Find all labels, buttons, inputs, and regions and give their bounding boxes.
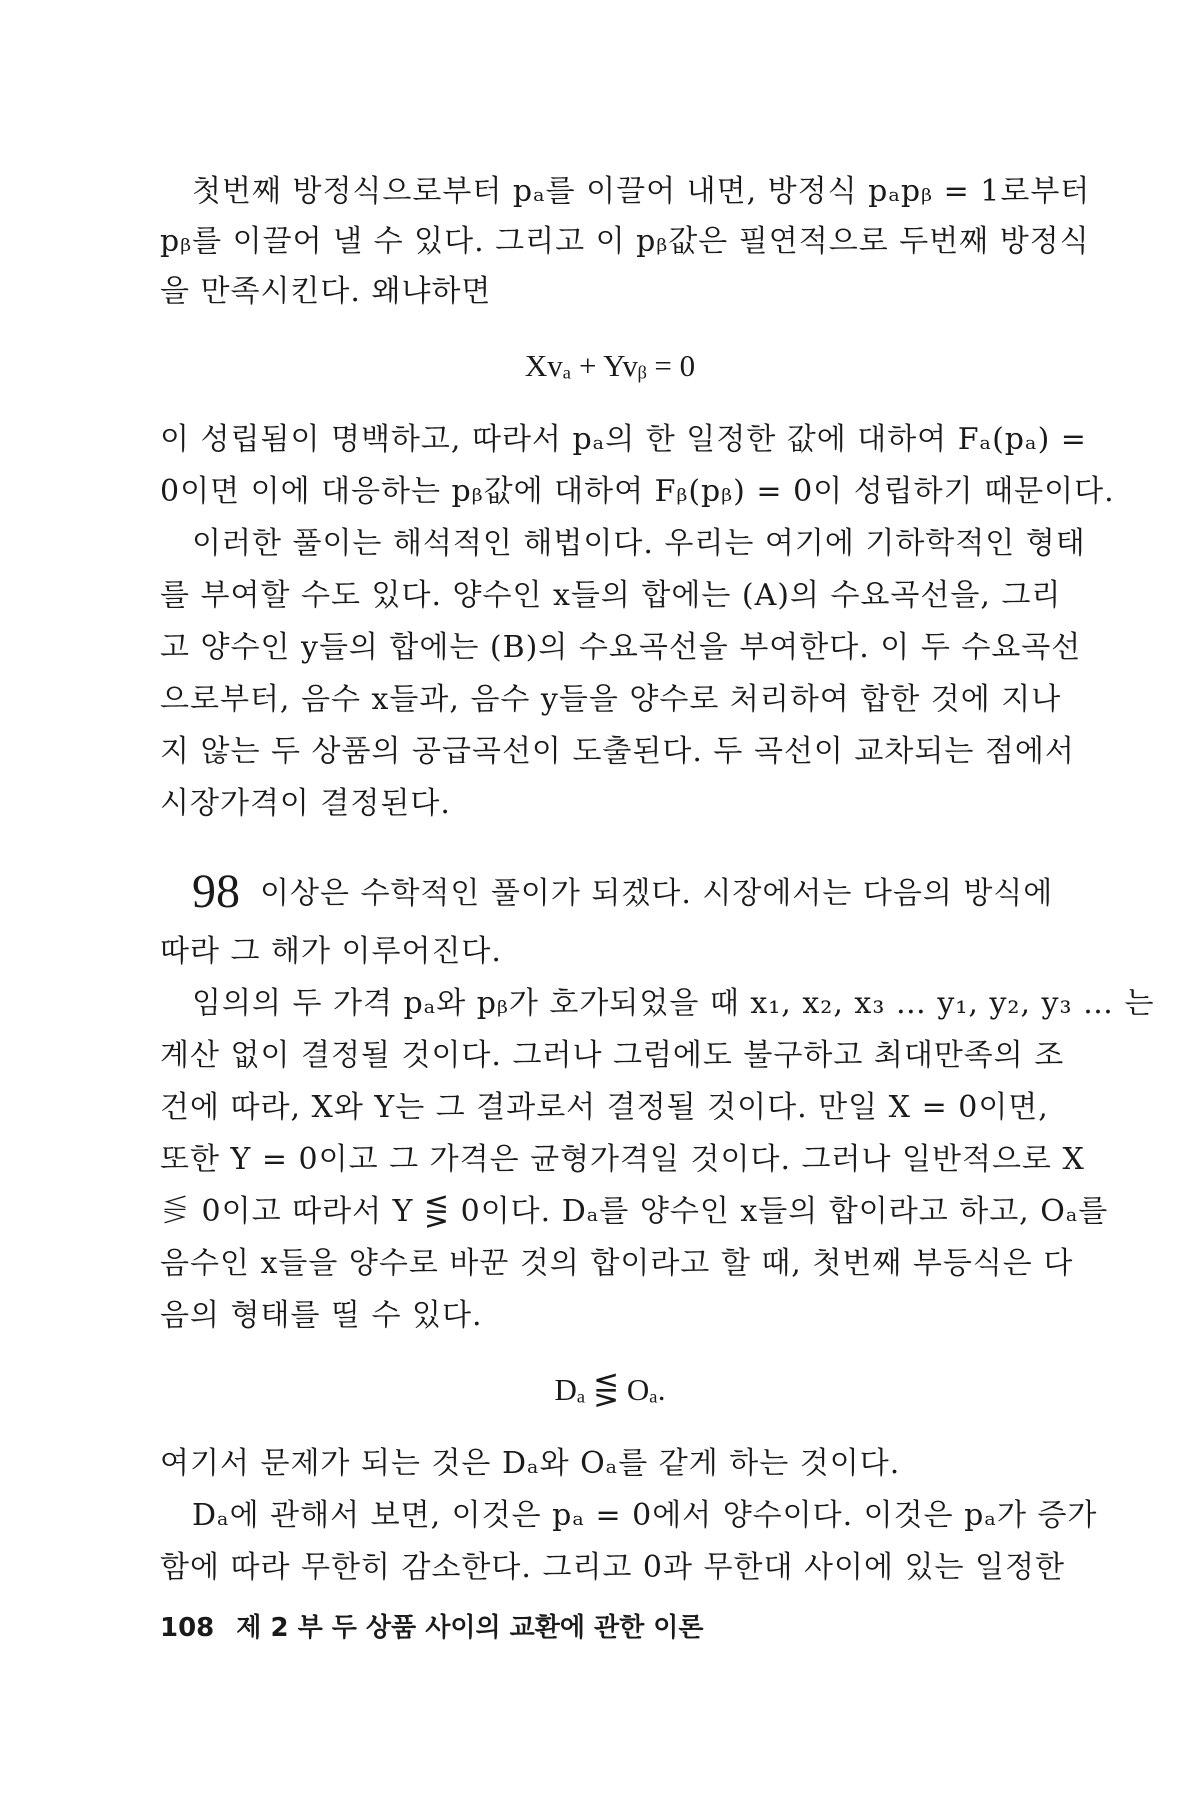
paragraph-line: 를 부여할 수도 있다. 양수인 x들의 합에는 (A)의 수요곡선을, 그리 xyxy=(160,578,1062,613)
paragraph-line: 이 성립됨이 명백하고, 따라서 pₐ의 한 일정한 값에 대하여 Fₐ(pₐ) = xyxy=(160,422,1087,457)
paragraph-line: 지 않는 두 상품의 공급곡선이 도출된다. 두 곡선이 교차되는 점에서 xyxy=(160,734,1075,769)
paragraph-line: 또한 Y = 0이고 그 가격은 균형가격일 것이다. 그러나 일반적으로 X xyxy=(160,1142,1085,1177)
paragraph-line: 여기서 문제가 되는 것은 Dₐ와 Oₐ를 같게 하는 것이다. xyxy=(160,1446,901,1481)
paragraph-line: 음의 형태를 띨 수 있다. xyxy=(160,1298,483,1333)
paragraph-line: 으로부터, 음수 x들과, 음수 y들을 양수로 처리하여 합한 것에 지나 xyxy=(160,682,1062,717)
paragraph-line: 이러한 풀이는 해석적인 해법이다. 우리는 여기에 기하학적인 형태 xyxy=(192,526,1086,561)
paragraph-line: 계산 없이 결정될 것이다. 그러나 그럼에도 불구하고 최대만족의 조 xyxy=(160,1038,1065,1073)
paragraph-text: 이상은 수학적인 풀이가 되겠다. 시장에서는 다음의 방식에 xyxy=(260,876,1054,911)
section-first-line xyxy=(160,865,1092,918)
paragraph-line: pᵦ를 이끌어 낼 수 있다. 그리고 이 pᵦ값은 필연적으로 두번째 방정식 xyxy=(160,224,1090,259)
paragraph-line: 음수인 x들을 양수로 바꾼 것의 합이라고 할 때, 첫번째 부등식은 다 xyxy=(160,1246,1074,1281)
section-number: 98 xyxy=(192,865,240,918)
paragraph-line: 고 양수인 y들의 합에는 (B)의 수요곡선을 부여한다. 이 두 수요곡선 xyxy=(160,630,1082,665)
inequality: Dₐ ⋚ Oₐ. xyxy=(554,1372,666,1407)
paragraph-line: 건에 따라, X와 Y는 그 결과로서 결정될 것이다. 만일 X = 0이면, xyxy=(160,1090,1049,1125)
paragraph-line: 첫번째 방정식으로부터 pₐ를 이끌어 내면, 방정식 pₐpᵦ = 1로부터 xyxy=(192,174,1091,209)
paragraph-line: 함에 따라 무한히 감소한다. 그리고 0과 무한대 사이에 있는 일정한 xyxy=(160,1550,1065,1585)
paragraph-line: 따라 그 해가 이루어진다. xyxy=(160,934,502,969)
paragraph-line: 임의의 두 가격 pₐ와 pᵦ가 호가되었을 때 x₁, x₂, x₃ … y₁, y₂, y₃ … 는 xyxy=(192,986,1155,1021)
equation: Xvₐ + Yvᵦ = 0 xyxy=(524,348,696,383)
running-title: 제 2 부 두 상품 사이의 교환에 관한 이론 xyxy=(236,1613,704,1643)
paragraph-line: 시장가격이 결정된다. xyxy=(160,786,451,821)
paragraph-line: 0이면 이에 대응하는 pᵦ값에 대하여 Fᵦ(pᵦ) = 0이 성립하기 때문이다. xyxy=(160,474,1115,509)
paragraph-line: Dₐ에 관해서 보면, 이것은 pₐ = 0에서 양수이다. 이것은 pₐ가 증가 xyxy=(192,1498,1098,1533)
page-number: 108 xyxy=(160,1613,215,1643)
paragraph-line: ⋚ 0이고 따라서 Y ⋚ 0이다. Dₐ를 양수인 x들의 합이라고 하고, Oₐ를 xyxy=(160,1194,1109,1229)
paragraph-line: 을 만족시킨다. 왜냐하면 xyxy=(160,274,492,309)
page-footer xyxy=(160,1612,1060,1644)
